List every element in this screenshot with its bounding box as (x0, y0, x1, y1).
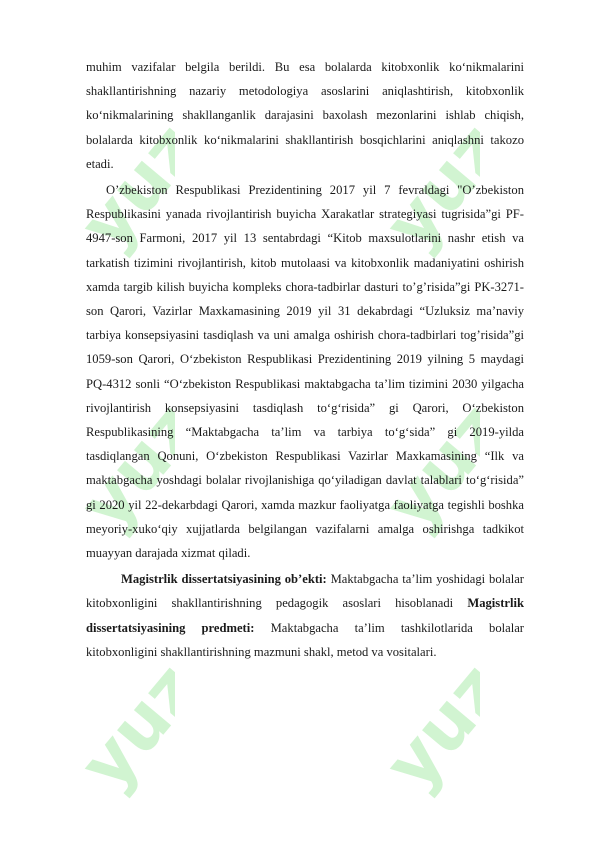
svg-text:yuz: yuz (63, 400, 175, 540)
svg-text:yuz: yuz (368, 660, 480, 800)
watermark-logo-icon (55, 660, 175, 800)
svg-text:yuz: yuz (368, 400, 480, 540)
subject-text: Maktabgacha ta’lim tashkilotlarida bolalar kitobxonligini shakllantirishning mazmuni shakl, metod va vositalari. (86, 620, 524, 659)
body-text (86, 55, 524, 664)
paragraph-legal-basis: O’zbekiston Respublikasi Prezidentining 2017 yil 7 fevraldagi "O’zbekiston Respublikasini yanada rivojlantirish buyicha Xarakatlar strategiyasi tugrisida”gi PF-4947-son Farmoni, 2017 yil 13 sentabrdagi “Kitob maxsulotlarini nashr etish va tarkatish tizimini rivojlantirish, kitob mutolaasi va kitobxonlik madaniyatini oshirish xamda targib kilish buyicha kompleks chora-tadbirlar dasturi to’g’risida”gi PK-3271-son Qarori, Vazirlar Maxkamasining 2019 yil 31 dekabrdagi “Uzluksiz ma’naviy tarbiya konsepsiyasini tasdiqlash va uni amalga oshirish chora-tadbirlari tog’risida”gi 1059-son Qarori, Oʻzbekiston Respublikasi Prezidentining 2019 yilning 5 maydagi PQ-4312 sonli “Oʻzbekiston Respublikasi maktabgacha ta’lim tizimini 2030 yilgacha rivojlantirish konsepsiyasini tasdiqlash toʻgʻrisida” gi Qarori, Oʻzbekiston Respublikasining “Maktabgacha ta’lim va tarbiya toʻgʻsida” gi 2019-yilda tasdiqlangan Qonuni, Oʻzbekiston Respublikasi Vazirlar Maxkamasining “Ilk va maktabgacha yoshdagi bolalar rivojlanishiga qoʻyiladigan davlat talablari toʻgʻrisida” gi 2020 yil 22-dekarbdagi Qarori, xamda mazkur faoliyatga faoliyatga tegishli boshka meyoriy-xukoʻqiy xujjatlarda belgilangan vazifalarni amalga oshirishga tadkikot muayyan darajada xizmat qiladi. (86, 183, 524, 561)
svg-text:yuz: yuz (63, 120, 175, 260)
watermark-logo-icon (360, 660, 480, 800)
paragraph-object-subject (86, 567, 524, 664)
subject-label: Magistrlik dissertatsiyasining predmeti: (86, 596, 524, 635)
svg-text:yuz: yuz (63, 660, 175, 800)
svg-text:yuz: yuz (368, 120, 480, 260)
object-text: Maktabgacha ta’lim yoshidagi bolalar kitobxonligini shakllantirishning pedagogik asoslari hisoblanadi (86, 572, 524, 611)
paragraph-intro: muhim vazifalar belgila berildi. Bu esa bolalarda kitobxonlik koʻnikmalarini shakllantirishning nazariy metodologiya asoslarini aniqlashtirish, kitobxonlik koʻnikmalarining shakllanganlik darajasini baxolash mezonlarini ishlab chiqish, bolalarda kitobxonlik koʻnikmalarini shakllantirish bosqichlarini aniqlashni takozo etadi. (86, 60, 524, 171)
object-label: Magistrlik dissertatsiyasining ob’ekti: (121, 572, 327, 587)
